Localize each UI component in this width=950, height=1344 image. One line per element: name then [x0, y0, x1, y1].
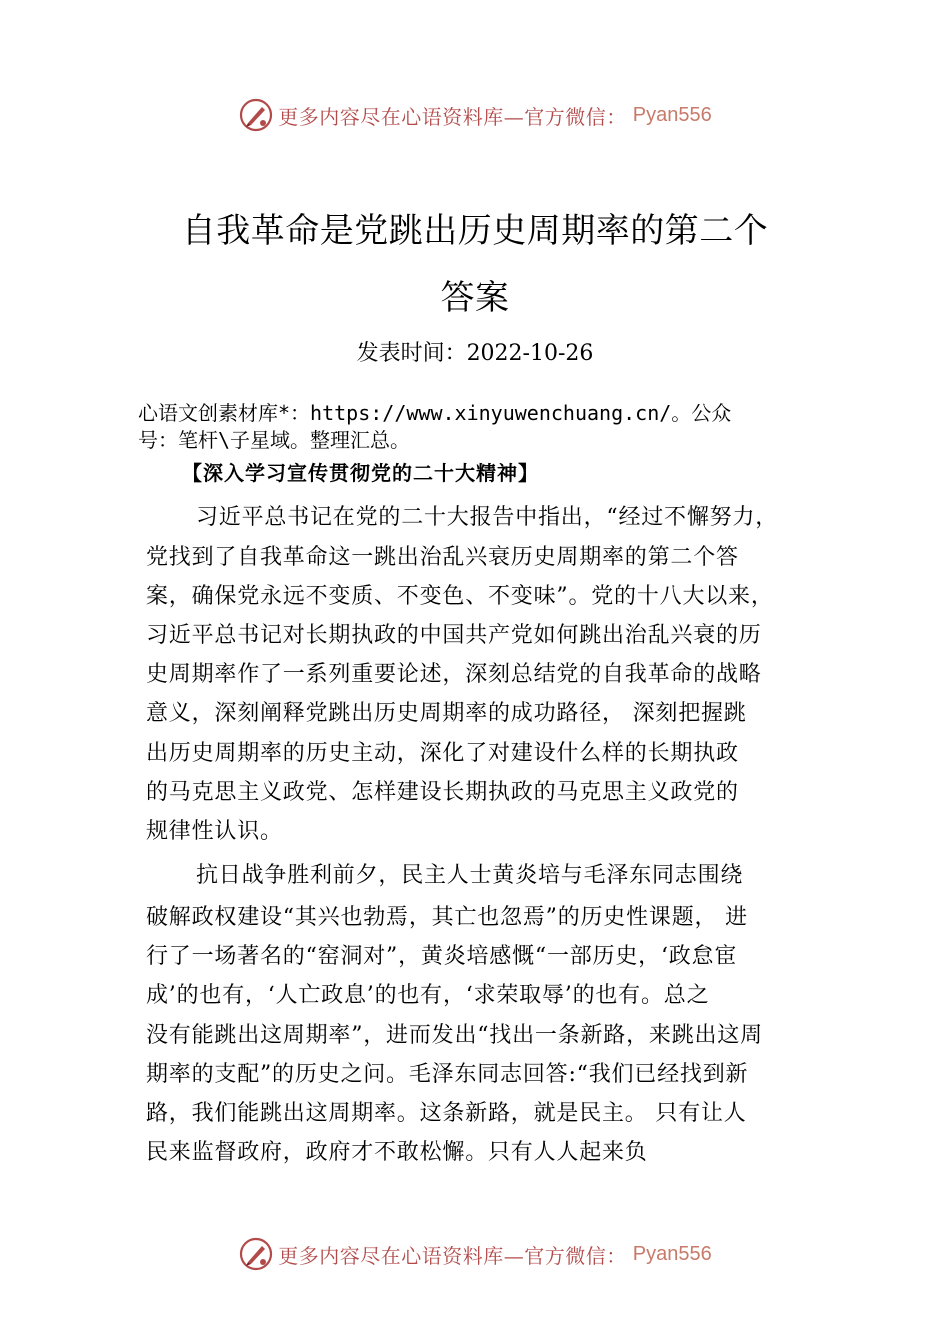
paragraph-line: 行了一场著名的“窑洞对”，黄炎培感慨“一部历史，‘政怠宦	[146, 944, 738, 969]
bottom-banner	[0, 1234, 950, 1274]
banner-text: 更多内容尽在心语资料库—官方微信：	[278, 1243, 627, 1268]
paragraph-line: 抗日战争胜利前夕，民主人士黄炎培与毛泽东同志围绕	[196, 863, 744, 888]
paragraph-line: 路，我们能跳出这周期率。这条新路，就是民主。 只有让人	[146, 1101, 747, 1126]
page-title-line-2: 答案	[440, 278, 510, 318]
paragraph-line: 没有能跳出这周期率”，进而发出“找出一条新路，来跳出这周	[146, 1023, 763, 1048]
paragraph-line: 出历史周期率的历史主动，深化了对建设什么样的长期执政	[146, 741, 739, 766]
paragraph-line: 破解政权建设“其兴也勃焉，其亡也忽焉”的历史性课题， 进	[146, 905, 748, 930]
paragraph-line: 成’的也有，‘人亡政息’的也有，‘求荣取辱’的也有。总之	[146, 983, 710, 1008]
paragraph-line: 史周期率作了一系列重要论述，深刻总结党的自我革命的战略	[146, 662, 762, 687]
source-note	[138, 400, 828, 454]
paragraph-line: 期率的支配”的历史之问。毛泽东同志回答:“我们已经找到新	[146, 1062, 749, 1087]
pen-seal-icon	[238, 1236, 274, 1272]
banner-wechat-id: Pyan556	[632, 103, 712, 126]
paragraph-line: 案，确保党永远不变质、不变色、不变味”。党的十八大以来，	[146, 584, 774, 609]
source-line-1: 心语文创素材库*：https://www.xinyuwenchuang.cn/。公众	[138, 401, 732, 425]
section-heading: 【深入学习宣传贯彻党的二十大精神】	[182, 461, 539, 485]
source-line-2: 号：笔杆\子星域。整理汇总。	[138, 428, 411, 452]
paragraph-line: 习近平总书记对长期执政的中国共产党如何跳出治乱兴衰的历	[146, 623, 762, 648]
banner-wechat-id: Pyan556	[632, 1242, 712, 1265]
paragraph-line: 的马克思主义政党、怎样建设长期执政的马克思主义政党的	[146, 780, 739, 805]
paragraph-line: 习近平总书记在党的二十大报告中指出，“经过不懈努力，	[196, 505, 779, 530]
banner-text: 更多内容尽在心语资料库—官方微信：	[278, 104, 627, 129]
paragraph-line: 规律性认识。	[146, 819, 283, 844]
paragraph-line: 民来监督政府，政府才不敢松懈。只有人人起来负	[146, 1140, 648, 1165]
publish-date: 发表时间：2022-10-26	[356, 341, 594, 366]
page-title-line-1: 自我革命是党跳出历史周期率的第二个	[181, 211, 769, 251]
top-banner	[0, 95, 950, 135]
paragraph-line: 意义，深刻阐释党跳出历史周期率的成功路径， 深刻把握跳	[146, 701, 747, 726]
paragraph-line: 党找到了自我革命这一跳出治乱兴衰历史周期率的第二个答	[146, 545, 739, 570]
pen-seal-icon	[238, 97, 274, 133]
